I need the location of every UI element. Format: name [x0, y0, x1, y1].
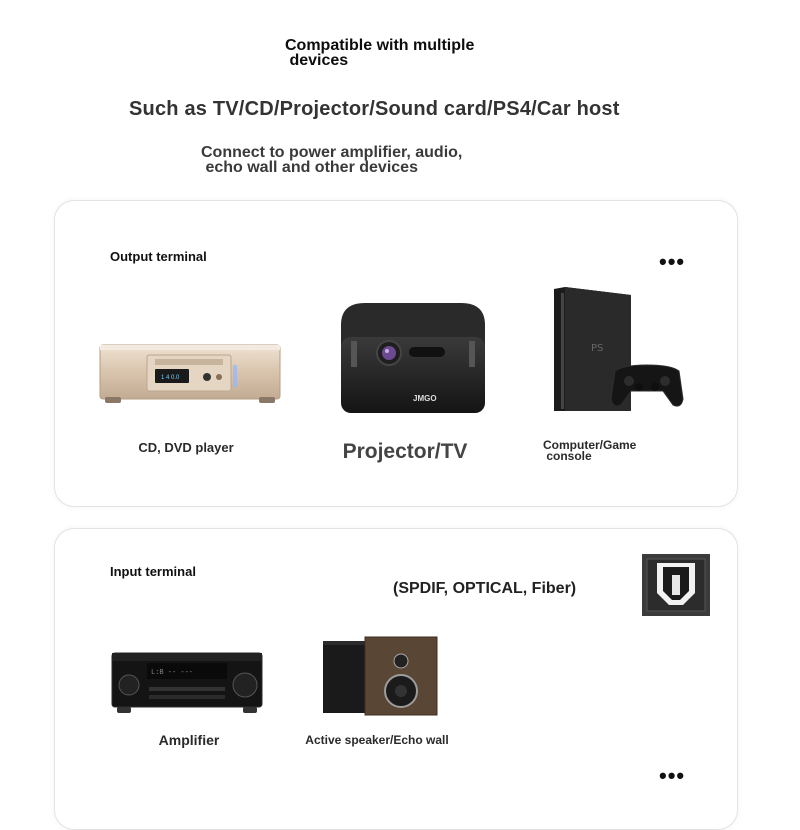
headline: Compatible with multiple devices: [285, 37, 475, 69]
output-terminal-title: Output terminal: [110, 249, 207, 264]
cd-dvd-player-label: CD, DVD player: [138, 440, 234, 455]
projector-tv-label: Projector/TV: [342, 440, 468, 463]
speaker-image: [321, 635, 439, 717]
more-icon: •••: [659, 763, 686, 788]
projector-image: [335, 297, 491, 421]
input-terminal-panel: [54, 528, 738, 830]
game-console-image: [551, 287, 685, 415]
optical-port-icon: [641, 553, 711, 617]
svg-text:L:B -- ---: L:B -- ---: [151, 669, 194, 677]
active-speaker-label: Active speaker/Echo wall: [305, 733, 449, 747]
cd-player-image: [99, 341, 281, 405]
device-examples: Such as TV/CD/Projector/Sound card/PS4/Car host: [129, 98, 620, 120]
input-terminal-title: Input terminal: [110, 564, 196, 579]
computer-game-console-label: Computer/Game console: [543, 438, 637, 463]
projector-logo: JMGO: [413, 394, 437, 403]
connector-type-text: (SPDIF, OPTICAL, Fiber): [393, 580, 577, 597]
svg-text:PS: PS: [591, 343, 604, 354]
output-terminal-panel: [54, 200, 738, 507]
svg-text:1 4 0.0: 1 4 0.0: [161, 375, 180, 381]
amplifier-label: Amplifier: [158, 732, 220, 748]
amplifier-image: [111, 649, 263, 715]
more-icon: •••: [659, 249, 686, 274]
connection-description: Connect to power amplifier, audio, echo wall and other devices: [201, 144, 463, 176]
